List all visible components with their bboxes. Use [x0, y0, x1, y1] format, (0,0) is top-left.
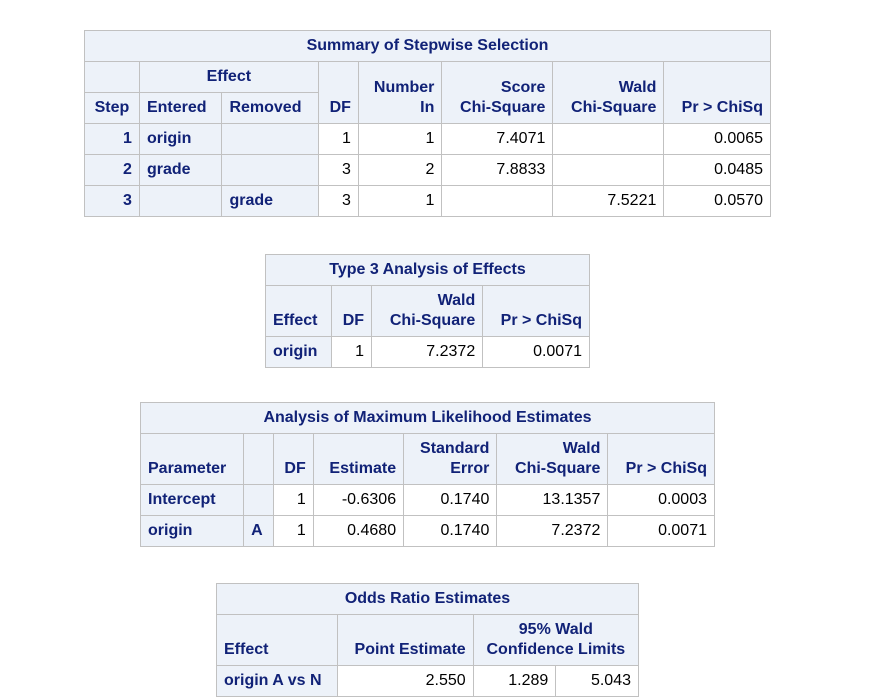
effect-cell: origin A vs N	[217, 666, 338, 697]
table-row	[141, 516, 715, 547]
point-estimate-cell: 2.550	[338, 666, 474, 697]
header-parameter: Parameter	[141, 434, 244, 485]
header-wald-chisq: Wald Chi-Square	[372, 286, 483, 337]
type3-table-title: Type 3 Analysis of Effects	[266, 255, 590, 286]
wald-cell: 13.1357	[497, 485, 608, 516]
table-row	[266, 337, 590, 368]
lower-limit-cell: 1.289	[473, 666, 556, 697]
upper-limit-cell: 5.043	[556, 666, 639, 697]
header-point-estimate: Point Estimate	[338, 615, 474, 666]
level-cell: A	[244, 516, 273, 547]
table-row	[85, 124, 771, 155]
header-entered: Entered	[139, 93, 222, 124]
header-p-value: Pr > ChiSq	[608, 434, 715, 485]
header-wald-chisq: Wald Chi-Square	[553, 62, 664, 124]
parameter-cell: Intercept	[141, 485, 244, 516]
stepwise-table-title: Summary of Stepwise Selection	[85, 31, 771, 62]
score-cell	[442, 186, 553, 217]
header-wald-chisq: Wald Chi-Square	[497, 434, 608, 485]
removed-cell: grade	[222, 186, 318, 217]
header-df: DF	[318, 62, 358, 124]
df-cell: 1	[331, 337, 371, 368]
wald-cell: 7.2372	[497, 516, 608, 547]
parameter-cell: origin	[141, 516, 244, 547]
header-level	[244, 434, 273, 485]
effect-cell: origin	[266, 337, 332, 368]
step-cell: 2	[85, 155, 140, 186]
removed-cell	[222, 155, 318, 186]
header-number-in: Number In	[358, 62, 441, 124]
p-value-cell: 0.0071	[608, 516, 715, 547]
df-cell: 3	[318, 155, 358, 186]
header-df: DF	[273, 434, 313, 485]
table-row	[85, 186, 771, 217]
header-estimate: Estimate	[313, 434, 403, 485]
score-cell: 7.8833	[442, 155, 553, 186]
number-in-cell: 1	[358, 186, 441, 217]
header-p-value: Pr > ChiSq	[483, 286, 590, 337]
header-effect: Effect	[217, 615, 338, 666]
table-row	[141, 485, 715, 516]
step-cell: 3	[85, 186, 140, 217]
wald-cell: 7.2372	[372, 337, 483, 368]
p-value-cell: 0.0003	[608, 485, 715, 516]
entered-cell: origin	[139, 124, 222, 155]
removed-cell	[222, 124, 318, 155]
type3-effects-table	[265, 254, 590, 368]
standard-error-cell: 0.1740	[404, 485, 497, 516]
p-value-cell: 0.0570	[664, 186, 771, 217]
wald-cell: 7.5221	[553, 186, 664, 217]
level-cell	[244, 485, 273, 516]
df-cell: 1	[273, 516, 313, 547]
wald-cell	[553, 124, 664, 155]
table-row	[85, 155, 771, 186]
header-removed: Removed	[222, 93, 318, 124]
header-step: Step	[85, 93, 140, 124]
effect-group-header: Effect	[139, 62, 318, 93]
header-df: DF	[331, 286, 371, 337]
wald-cell	[553, 155, 664, 186]
odds-table-title: Odds Ratio Estimates	[217, 584, 639, 615]
p-value-cell: 0.0485	[664, 155, 771, 186]
df-cell: 1	[273, 485, 313, 516]
number-in-cell: 1	[358, 124, 441, 155]
header-standard-error: Standard Error	[404, 434, 497, 485]
header-p-value: Pr > ChiSq	[664, 62, 771, 124]
entered-cell	[139, 186, 222, 217]
stepwise-summary-table	[84, 30, 771, 217]
step-cell: 1	[85, 124, 140, 155]
df-cell: 3	[318, 186, 358, 217]
odds-ratio-table	[216, 583, 639, 697]
number-in-cell: 2	[358, 155, 441, 186]
p-value-cell: 0.0065	[664, 124, 771, 155]
mle-table-title: Analysis of Maximum Likelihood Estimates	[141, 403, 715, 434]
standard-error-cell: 0.1740	[404, 516, 497, 547]
header-effect: Effect	[266, 286, 332, 337]
df-cell: 1	[318, 124, 358, 155]
score-cell: 7.4071	[442, 124, 553, 155]
header-blank	[85, 62, 140, 93]
mle-table	[140, 402, 715, 547]
estimate-cell: -0.6306	[313, 485, 403, 516]
header-confidence-limits: 95% Wald Confidence Limits	[473, 615, 638, 666]
entered-cell: grade	[139, 155, 222, 186]
estimate-cell: 0.4680	[313, 516, 403, 547]
p-value-cell: 0.0071	[483, 337, 590, 368]
header-score-chisq: Score Chi-Square	[442, 62, 553, 124]
